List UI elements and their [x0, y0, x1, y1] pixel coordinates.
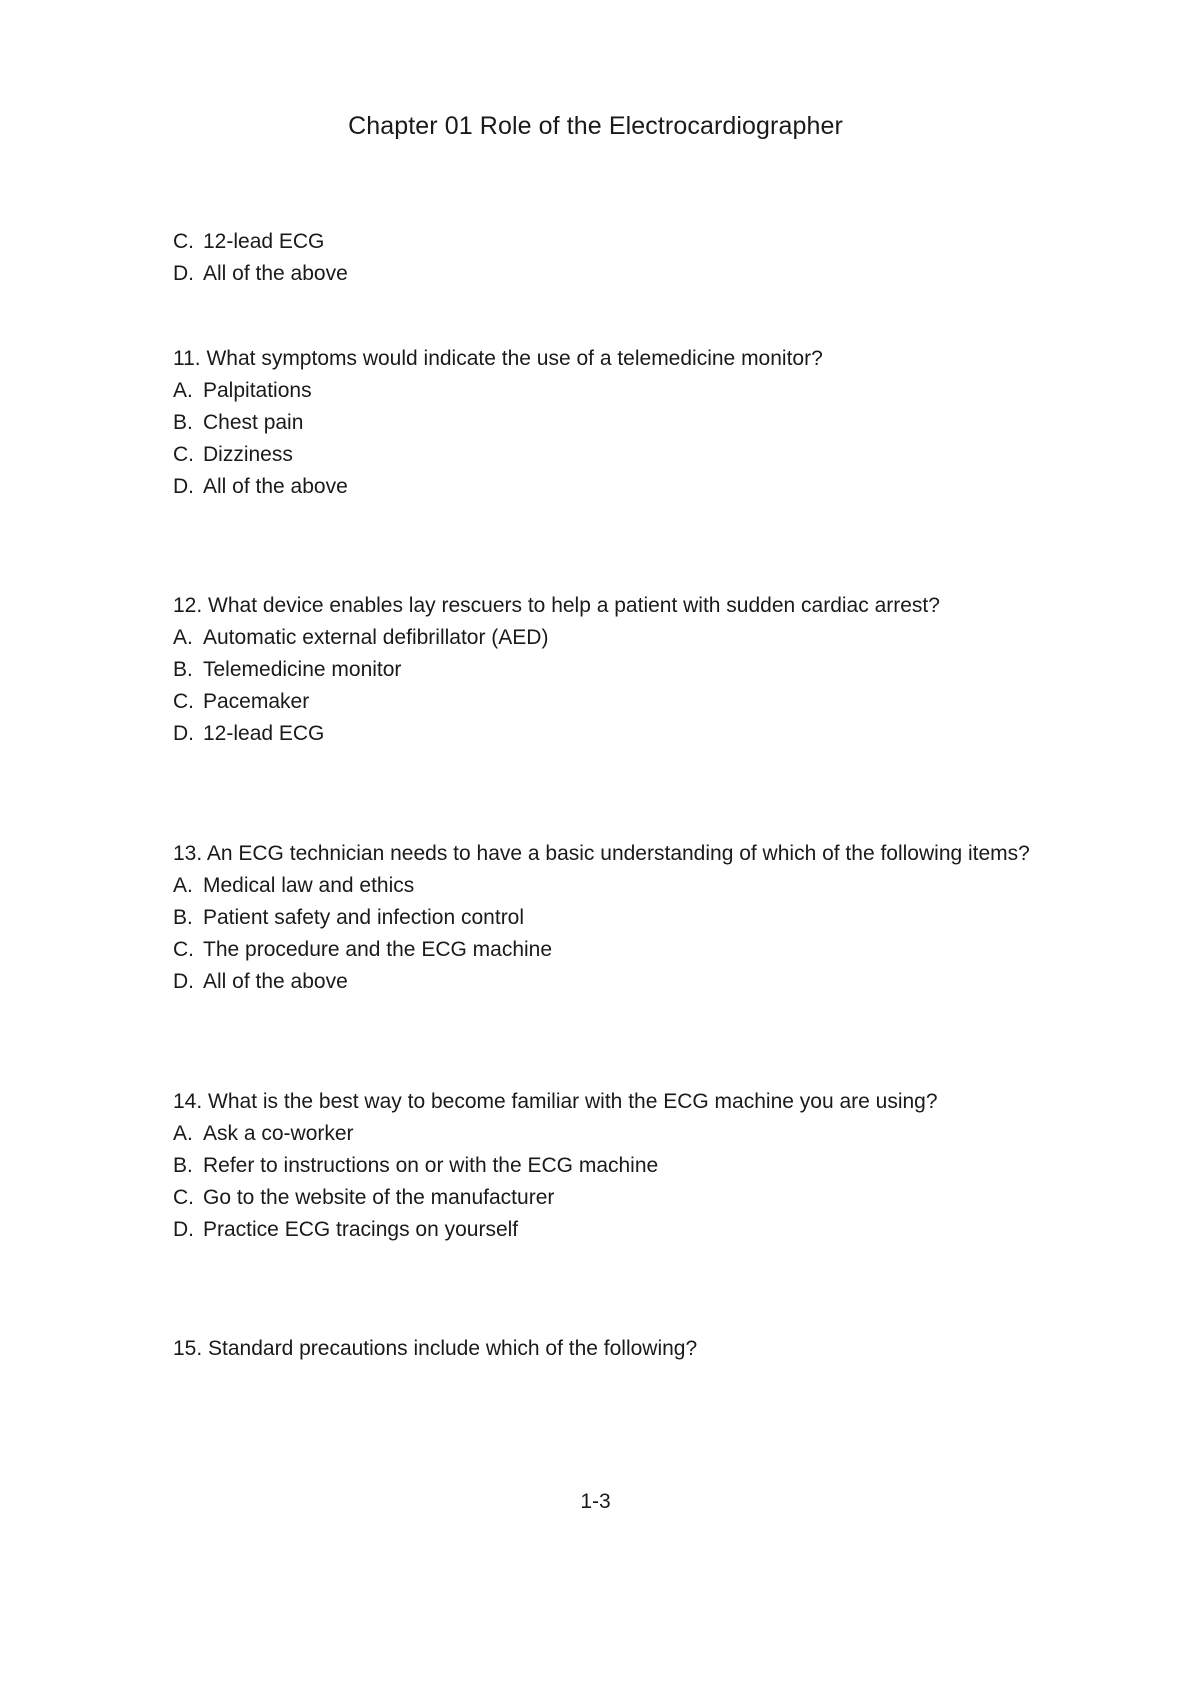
answer-option [173, 1182, 1133, 1214]
option-text: Chest pain [203, 411, 304, 434]
option-text: All of the above [203, 262, 348, 285]
option-text: Practice ECG tracings on yourself [203, 1218, 519, 1241]
question-text: 11. What symptoms would indicate the use of a telemedicine monitor? [173, 347, 823, 370]
option-letter: D. [173, 970, 194, 993]
option-text: Refer to instructions on or with the ECG machine [203, 1154, 659, 1177]
option-text: Automatic external defibrillator (AED) [203, 626, 549, 649]
answer-option [173, 439, 1133, 471]
answer-option [173, 226, 1133, 258]
answer-option [173, 654, 1133, 686]
answer-option [173, 934, 1133, 966]
carryover-options [173, 226, 1133, 290]
option-letter: C. [173, 690, 194, 713]
question-text: 15. Standard precautions include which of the following? [173, 1337, 698, 1360]
answer-option [173, 471, 1133, 503]
option-text: Dizziness [203, 443, 293, 466]
option-letter: A. [173, 379, 193, 402]
answer-option [173, 1118, 1133, 1150]
page-title: Chapter 01 Role of the Electrocardiographer [348, 112, 843, 140]
option-text: Telemedicine monitor [203, 658, 402, 681]
option-text: Palpitations [203, 379, 312, 402]
answer-option [173, 622, 1133, 654]
option-text: Ask a co-worker [203, 1122, 354, 1145]
answer-option [173, 407, 1133, 439]
question-text: 12. What device enables lay rescuers to help a patient with sudden cardiac arrest? [173, 594, 940, 617]
option-text: Go to the website of the manufacturer [203, 1186, 555, 1209]
option-letter: B. [173, 411, 193, 434]
option-text: The procedure and the ECG machine [203, 938, 553, 961]
option-text: All of the above [203, 970, 348, 993]
option-letter: D. [173, 1218, 194, 1241]
option-letter: D. [173, 722, 194, 745]
option-letter: C. [173, 443, 194, 466]
answer-option [173, 686, 1133, 718]
option-letter: A. [173, 626, 193, 649]
question-block-15 [173, 1333, 1133, 1365]
question-block-14 [173, 1086, 1133, 1246]
option-letter: C. [173, 1186, 194, 1209]
answer-option [173, 1214, 1133, 1246]
option-letter: C. [173, 230, 194, 253]
question-text: 14. What is the best way to become familiar with the ECG machine you are using? [173, 1090, 938, 1113]
option-letter: B. [173, 906, 193, 929]
question-block-11 [173, 343, 1133, 503]
question-block-12 [173, 590, 1133, 750]
answer-option [173, 902, 1133, 934]
question-block-13 [173, 838, 1133, 998]
answer-option [173, 1150, 1133, 1182]
page-number: 1-3 [580, 1490, 611, 1513]
option-text: All of the above [203, 475, 348, 498]
option-letter: A. [173, 874, 193, 897]
option-letter: B. [173, 1154, 193, 1177]
answer-option [173, 966, 1133, 998]
answer-option [173, 258, 1133, 290]
answer-option [173, 718, 1133, 750]
answer-option [173, 870, 1133, 902]
option-text: Patient safety and infection control [203, 906, 525, 929]
option-letter: D. [173, 262, 194, 285]
option-letter: D. [173, 475, 194, 498]
question-text: 13. An ECG technician needs to have a basic understanding of which of the following items? [173, 842, 1030, 865]
option-text: 12-lead ECG [203, 722, 325, 745]
option-letter: C. [173, 938, 194, 961]
option-text: 12-lead ECG [203, 230, 325, 253]
option-letter: A. [173, 1122, 193, 1145]
option-text: Medical law and ethics [203, 874, 415, 897]
option-text: Pacemaker [203, 690, 310, 713]
answer-option [173, 375, 1133, 407]
option-letter: B. [173, 658, 193, 681]
